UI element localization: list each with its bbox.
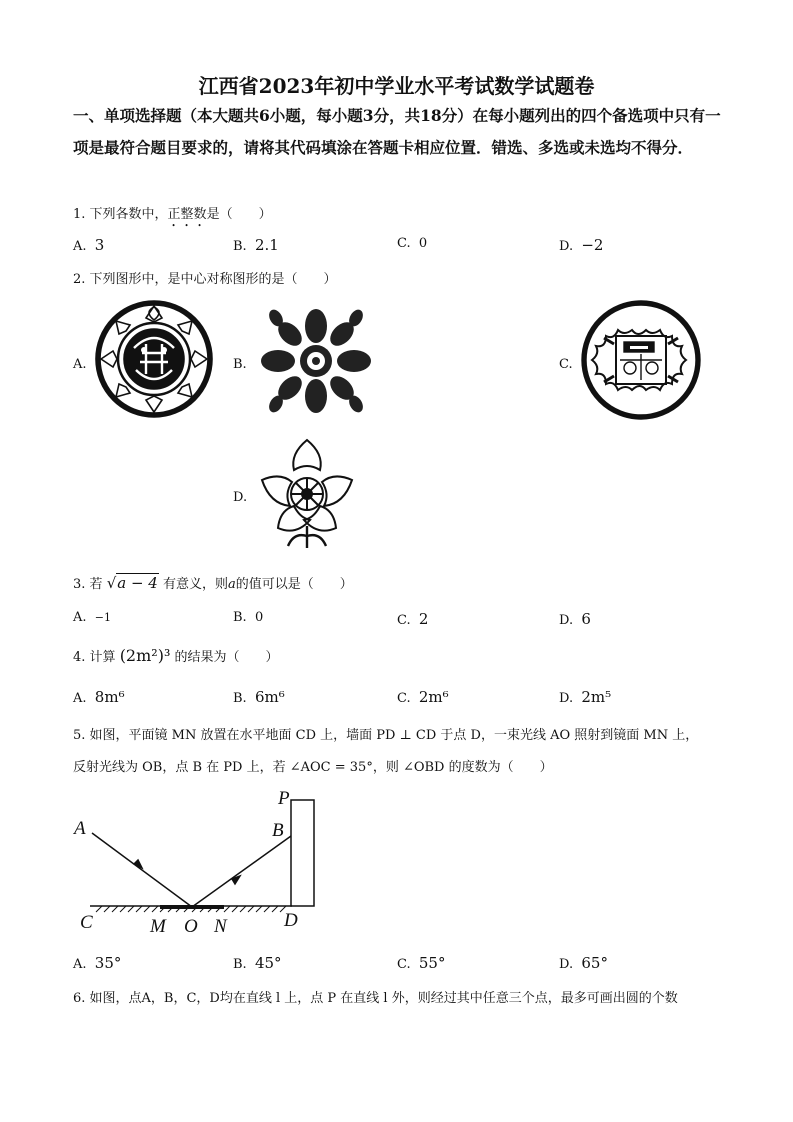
- label-a: A: [74, 818, 86, 839]
- q3-suffix: 的值可以是（ ）: [235, 577, 353, 592]
- q3-option-d[interactable]: D. 6: [559, 610, 591, 628]
- q5-option-b[interactable]: B. 45°: [233, 954, 282, 972]
- q3-option-a[interactable]: A. −1: [73, 610, 112, 625]
- square-hole-coin-pattern-c-icon: [580, 298, 702, 422]
- q4-option-a[interactable]: A. 8m⁶: [73, 688, 125, 706]
- section-heading: 一、单项选择题（本大题共6小题，每小题3分，共18分）在每小题列出的四个备选项中只有一项是最符合题目要求的，请将其代码填涂在答题卡相应位置．错选、多选或未选均不得分．: [73, 106, 721, 157]
- q3-radical: √a − 4: [106, 574, 158, 592]
- question-2: 2. 下列图形中，是中心对称图形的是（ ）: [73, 272, 337, 287]
- question-3: [73, 573, 353, 592]
- label-c: C: [80, 912, 93, 933]
- rosette-pattern-a-icon: [94, 298, 214, 420]
- question-5-line2: 反射光线为 OB，点 B 在 PD 上，若 ∠AOC = 35°，则 ∠OBD 的度数为（ ）: [73, 760, 553, 775]
- q4-expression: (2m²)³: [119, 646, 171, 665]
- q2-option-d-label[interactable]: D.: [233, 490, 248, 505]
- label-m: M: [150, 916, 166, 937]
- q2-option-a-label[interactable]: A.: [73, 357, 87, 372]
- lotus-pattern-d-icon: [254, 436, 360, 554]
- q3-option-c[interactable]: C. 2: [397, 610, 429, 628]
- question-6: 6. 如图，点A，B，C，D均在直线 l 上，点 P 在直线 l 外，则经过其中任意三个点，最多可画出圆的个数: [73, 991, 678, 1006]
- q5-option-d[interactable]: D. 65°: [559, 954, 608, 972]
- q3-var: a: [228, 577, 236, 592]
- mirror-reflection-diagram: [72, 786, 332, 938]
- q3-mid: 有意义，则: [162, 577, 228, 592]
- question-5-line1: 5. 如图，平面镜 MN 放置在水平地面 CD 上，墙面 PD ⊥ CD 于点 D，一束光线 AO 照射到镜面 MN 上，: [73, 728, 699, 743]
- q5-option-a[interactable]: A. 35°: [73, 954, 122, 972]
- label-n: N: [214, 916, 227, 937]
- q2-option-c-label[interactable]: C.: [559, 357, 573, 372]
- q4-option-b[interactable]: B. 6m⁶: [233, 688, 285, 706]
- q1-option-c[interactable]: C. 0: [397, 236, 428, 251]
- q3-prefix: 3. 若: [73, 577, 103, 592]
- q4-suffix: 的结果为（ ）: [174, 650, 279, 665]
- q1-option-d[interactable]: D. −2: [559, 236, 604, 254]
- q1-option-a[interactable]: A. 3: [73, 236, 105, 254]
- question-1: [73, 203, 272, 230]
- q1-prefix: 1. 下列各数中，: [73, 207, 168, 222]
- q2-option-b-label[interactable]: B.: [233, 357, 247, 372]
- q1-option-b[interactable]: B. 2.1: [233, 236, 279, 254]
- question-4: [73, 646, 279, 665]
- q4-option-c[interactable]: C. 2m⁶: [397, 688, 449, 706]
- page-title: 江西省2023年初中学业水平考试数学试题卷: [198, 74, 595, 98]
- q4-prefix: 4. 计算: [73, 650, 116, 665]
- q1-emphasis: 正整数: [167, 207, 207, 222]
- label-p: P: [278, 788, 290, 809]
- q1-suffix: 是（ ）: [206, 207, 272, 222]
- label-o: O: [184, 916, 198, 937]
- q3-option-b[interactable]: B. 0: [233, 610, 264, 625]
- label-b: B: [272, 820, 284, 841]
- q4-option-d[interactable]: D. 2m⁵: [559, 688, 612, 706]
- q5-option-c[interactable]: C. 55°: [397, 954, 446, 972]
- label-d: D: [284, 910, 298, 931]
- flower-pattern-b-icon: [254, 304, 378, 418]
